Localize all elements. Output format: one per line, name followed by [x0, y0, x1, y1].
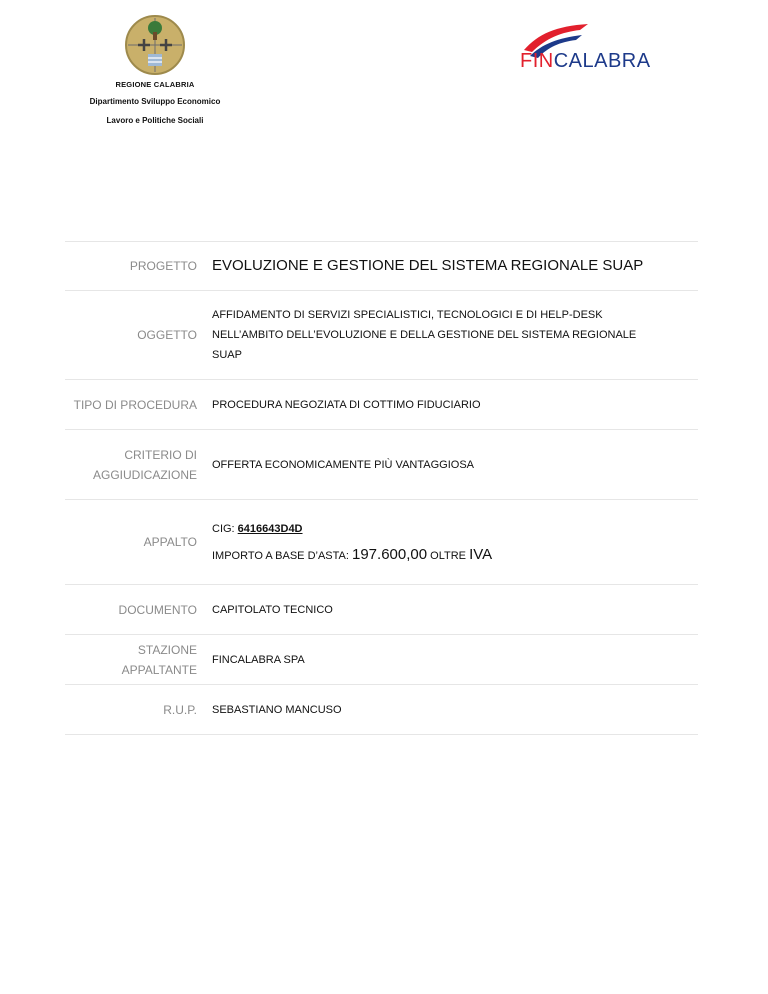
- fincalabra-wordmark-calabra: CALABRA: [553, 50, 651, 72]
- value-oggetto-line-1: AFFIDAMENTO DI SERVIZI SPECIALISTICI, TECNOLOGICI E DI HELP-DESK: [212, 309, 603, 321]
- fincalabra-logo: [520, 20, 651, 72]
- value-documento: CAPITOLATO TECNICO: [212, 603, 333, 616]
- label-documento: DOCUMENTO: [118, 602, 197, 617]
- value-stazione-appaltante: FINCALABRA SPA: [212, 653, 305, 666]
- department-line-2: Lavoro e Politiche Sociali: [106, 116, 204, 125]
- value-appalto: [212, 519, 698, 566]
- row-progetto: [65, 242, 698, 291]
- importo-iva: IVA: [469, 545, 493, 563]
- appalto-importo: [212, 545, 698, 566]
- label-criterio-line-2: AGGIUDICAZIONE: [92, 467, 197, 482]
- project-info-table: [65, 241, 698, 735]
- appalto-cig: [212, 519, 698, 539]
- regione-calabria-emblem-icon: [124, 14, 186, 76]
- label-criterio-line-1: CRITERIO DI: [124, 447, 197, 462]
- value-progetto: EVOLUZIONE E GESTIONE DEL SISTEMA REGIONALE SUAP: [212, 257, 644, 274]
- value-tipo-procedura: PROCEDURA NEGOZIATA DI COTTIMO FIDUCIARIO: [212, 398, 481, 411]
- department-line-1: Dipartimento Sviluppo Economico: [89, 97, 221, 106]
- importo-value: 197.600,00: [352, 545, 428, 563]
- row-appalto: [65, 500, 698, 585]
- row-rup: [65, 685, 698, 735]
- cig-label: CIG:: [212, 522, 238, 535]
- value-oggetto-line-2: NELL’AMBITO DELL’EVOLUZIONE E DELLA GESTIONE DEL SISTEMA REGIONALE: [212, 329, 637, 341]
- value-criterio: OFFERTA ECONOMICAMENTE PIÙ VANTAGGIOSA: [212, 458, 474, 471]
- label-rup: R.U.P.: [163, 702, 197, 717]
- label-tipo-procedura: TIPO DI PROCEDURA: [73, 397, 197, 412]
- value-oggetto: [212, 305, 698, 365]
- fincalabra-wordmark: [520, 50, 651, 73]
- label-oggetto: OGGETTO: [137, 328, 197, 342]
- row-stazione-appaltante: [65, 635, 698, 685]
- importo-oltre: OLTRE: [427, 549, 470, 562]
- cig-value: 6416643D4D: [237, 522, 303, 535]
- regione-calabria-header: [70, 14, 240, 125]
- row-criterio: [65, 430, 698, 500]
- region-name: REGIONE CALABRIA: [115, 80, 195, 89]
- importo-label: IMPORTO A BASE D’ASTA:: [212, 549, 352, 562]
- label-appalto: APPALTO: [143, 535, 197, 549]
- row-oggetto: [65, 291, 698, 380]
- label-stazione-appaltante: STAZIONE APPALTANTE: [121, 642, 197, 677]
- fincalabra-wordmark-fin: FIN: [520, 50, 554, 72]
- value-rup: SEBASTIANO MANCUSO: [212, 703, 342, 716]
- row-tipo-procedura: [65, 380, 698, 430]
- label-criterio: [65, 445, 212, 485]
- value-oggetto-line-3: SUAP: [212, 349, 242, 361]
- label-progetto: PROGETTO: [129, 259, 197, 273]
- row-documento: [65, 585, 698, 635]
